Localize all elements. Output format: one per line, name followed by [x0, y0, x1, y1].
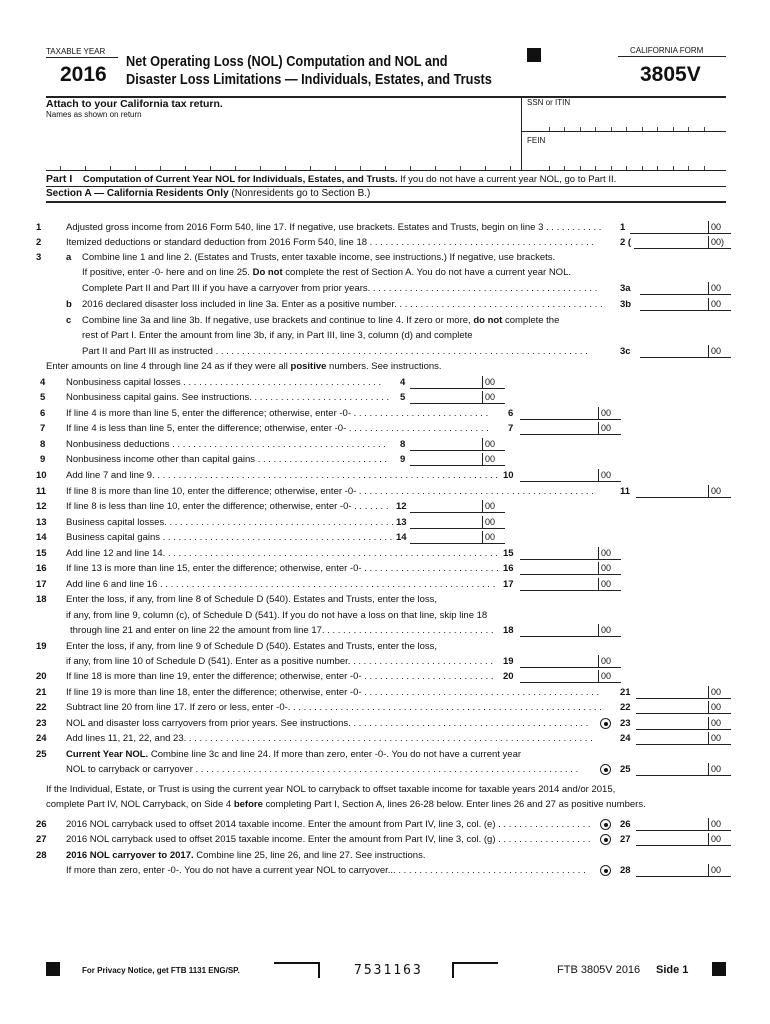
line-22-amount[interactable] [636, 701, 708, 714]
line-26-cents: 00 [708, 818, 731, 831]
line-text: Enter the loss, if any, from line 8 of Schedule D (540). Estates and Trusts, enter the loss, [66, 594, 438, 605]
footer-side: Side 1 [656, 964, 689, 976]
line-3a-cont [0, 266, 770, 279]
line-14-amount[interactable] [410, 531, 482, 544]
section-a-rest: (Nonresidents go to Section B.) [228, 188, 371, 199]
line-text: Add line 7 and line 9. . . . . . . . . . . . . . . . . . . . . . . . . . . . . . . . . . . . . . . . . . . . . . . . . . . . . . . . . . . . . . . . . . [66, 470, 498, 481]
line-10-cents: 00 [598, 469, 621, 482]
line-text: Combine line 3a and line 3b. If negative, use brackets and continue to line 4. If zero or more, do not complete the [82, 315, 560, 326]
names-field[interactable] [46, 110, 520, 130]
line-ref: 10 [503, 470, 514, 481]
line-13 [0, 516, 770, 529]
line-number: 2 [36, 237, 42, 248]
line-18-cont [0, 609, 770, 622]
form-title-line2: Disaster Loss Limitations — Individuals, Estates, and Trusts [126, 72, 492, 88]
footer-form-id: FTB 3805V 2016 [557, 964, 641, 976]
registration-mark [712, 962, 726, 976]
line-number: 5 [40, 392, 46, 403]
bullet-icon [600, 718, 611, 729]
line-text: NOL and disaster loss carryovers from prior years. See instructions. . . . . . . . . . . . . . . . . . . . . . . . . . . . . . . . . . . . . . . . . . . . . . [66, 718, 589, 729]
line-text: Itemized deductions or standard deduction from 2016 Form 540, line 18 . . . . . . . . . . . . . . . . . . . . . . . . . . . . . . . . . . . . . . . . . . . [66, 237, 594, 248]
line-17-cents: 00 [598, 578, 621, 591]
line-19-amount[interactable] [520, 655, 598, 668]
fein-label: FEIN [527, 136, 546, 145]
ssn-label: SSN or ITIN [527, 98, 571, 107]
line-25-amount[interactable] [636, 763, 708, 776]
line-number: 23 [36, 718, 47, 729]
line-number: 28 [36, 850, 47, 861]
line-number: 9 [40, 454, 46, 465]
tax-year: 2016 [60, 63, 107, 86]
line-17 [0, 578, 770, 591]
line-ref: 12 [396, 501, 407, 512]
line-3c [0, 314, 770, 327]
line-ref: 15 [503, 548, 514, 559]
line-text: If line 4 is more than line 5, enter the difference; otherwise, enter -0- . . . . . . . . . . . . . . . . . . . . . . . . . . [66, 408, 489, 419]
line-7-amount[interactable] [520, 422, 598, 435]
line-text: Current Year NOL. Combine line 3c and line 24. If more than zero, enter -0-. You do not have a current year [66, 749, 522, 760]
line-text: through line 21 and enter on line 22 the amount from line 17. . . . . . . . . . . . . . . . . . . . . . . . . . . . . . . . . [70, 625, 494, 636]
line-15-amount[interactable] [520, 547, 598, 560]
line-3c-cents: 00 [708, 345, 731, 358]
line-ref: 7 [508, 423, 514, 434]
line-18-cont2 [0, 624, 770, 637]
line-18 [0, 593, 770, 606]
line-3a [0, 251, 770, 264]
line-1-cents: 00 [708, 221, 731, 234]
line-sub: a [66, 252, 72, 263]
part1-title-rest: If you do not have a current year NOL, go to Part II. [397, 174, 617, 185]
line-ref: 19 [503, 656, 514, 667]
line-text: Add line 6 and line 16 . . . . . . . . . . . . . . . . . . . . . . . . . . . . . . . . . . . . . . . . . . . . . . . . . . . . . . . . . . . . . . . . [66, 579, 496, 590]
line-text: If line 13 is more than line 15, enter the difference; otherwise, enter -0- . . . . . . . . . . . . . . . . . . . . . . . . . . [66, 563, 499, 574]
bullet-icon [600, 834, 611, 845]
line-18-amount[interactable] [520, 624, 598, 637]
california-form-label: CALIFORNIA FORM [630, 46, 704, 55]
line-8-amount[interactable] [410, 438, 482, 451]
line-ref: 21 [620, 687, 631, 698]
line-ref: 2 ( [620, 237, 632, 248]
line-number: 11 [36, 486, 47, 497]
line-11-cents: 00 [708, 485, 731, 498]
line-ref: 11 [620, 486, 631, 497]
line-16-amount[interactable] [520, 562, 598, 575]
line-number: 18 [36, 594, 47, 605]
note-text: If the Individual, Estate, or Trust is using the current year NOL to carryback to offset taxable income for taxable years 2014 and/or 2015, [46, 784, 616, 795]
line-9-amount[interactable] [410, 453, 482, 466]
line-text: If line 8 is less than line 10, enter the difference; otherwise, enter -0- . . . . . . . [66, 501, 389, 512]
line-19-cents: 00 [598, 655, 621, 668]
line-4-cents: 00 [482, 376, 505, 389]
line-3c-cont [0, 329, 770, 342]
line-ref: 26 [620, 819, 631, 830]
line-number: 19 [36, 641, 47, 652]
line-9-cents: 00 [482, 453, 505, 466]
line-14-cents: 00 [482, 531, 505, 544]
line-number: 26 [36, 819, 47, 830]
line-2-cents: 00) [708, 236, 731, 249]
line-number: 12 [36, 501, 47, 512]
line-ref: 22 [620, 702, 631, 713]
part1-label: Part I [46, 173, 73, 185]
carryback-note-cont [0, 798, 770, 811]
line-text: If line 8 is more than line 10, enter the difference; otherwise, enter -0- . . . . . . . . . . . . . . . . . . . . . . . . . . . . . . . . . . . . . . . . . . . . . [66, 486, 594, 497]
line-4 [0, 376, 770, 389]
attach-instruction: Attach to your California tax return. [46, 98, 223, 110]
line-28 [0, 849, 770, 862]
line-number: 25 [36, 749, 47, 760]
line-6 [0, 407, 770, 420]
line-18-cents: 00 [598, 624, 621, 637]
line-text: 2016 declared disaster loss included in line 3a. Enter as a positive number. . . . . . . . . . . . . . . . . . . . . . . . . . . . . . . . . . . . . . . . [82, 299, 603, 310]
line-ref: 6 [508, 408, 514, 419]
line-23-amount[interactable] [636, 717, 708, 730]
line-20-amount[interactable] [520, 670, 598, 683]
privacy-notice: For Privacy Notice, get FTB 1131 ENG/SP. [82, 966, 240, 975]
line-16-cents: 00 [598, 562, 621, 575]
line-number: 27 [36, 834, 47, 845]
line-5 [0, 391, 770, 404]
line-15 [0, 547, 770, 560]
line-ref: 3a [620, 283, 631, 294]
line-ref: 27 [620, 834, 631, 845]
line-text: 2016 NOL carryback used to offset 2015 taxable income. Enter the amount from Part IV, line 3, col. (g) . . . . . . . . . . . . . . . . . . [66, 834, 591, 845]
form-number: 3805V [640, 63, 701, 86]
line-ref: 8 [400, 439, 406, 450]
line-ref: 9 [400, 454, 406, 465]
line-text: Add lines 11, 21, 22, and 23. . . . . . . . . . . . . . . . . . . . . . . . . . . . . . . . . . . . . . . . . . . . . . . . . . . . . . . . . . . . . . . . . . . . . . . . . . . . . . [66, 733, 593, 744]
part1-title: Computation of Current Year NOL for Individuals, Estates, and Trusts. [82, 174, 398, 185]
line-3a-cents: 00 [708, 282, 731, 295]
line-sub: c [66, 315, 72, 326]
line-number: 22 [36, 702, 47, 713]
line-text: If line 19 is more than line 18, enter the difference; otherwise, enter -0- . . . . . . . . . . . . . . . . . . . . . . . . . . . . . . . . . . . . . . . . . . . . . [66, 687, 600, 698]
line-3c-amount[interactable] [640, 345, 708, 358]
line-8-cents: 00 [482, 438, 505, 451]
line-8 [0, 438, 770, 451]
bullet-icon [600, 865, 611, 876]
line-12-cents: 00 [482, 500, 505, 513]
line-26-amount[interactable] [636, 818, 708, 831]
bullet-icon [600, 764, 611, 775]
line-20 [0, 670, 770, 683]
line-10 [0, 469, 770, 482]
form-title-line1: Net Operating Loss (NOL) Computation and NOL and [126, 54, 448, 70]
line-number: 15 [36, 548, 47, 559]
line-number: 1 [36, 222, 42, 233]
line-text: Part II and Part III as instructed . . . . . . . . . . . . . . . . . . . . . . . . . . . . . . . . . . . . . . . . . . . . . . . . . . . . . . . . . . . . . . . . . . . . . . . [82, 346, 588, 357]
corner-mark [452, 962, 498, 978]
line-13-cents: 00 [482, 516, 505, 529]
line-number: 14 [36, 532, 47, 543]
line-ref: 18 [503, 625, 514, 636]
line-25-cents: 00 [708, 763, 731, 776]
line-number: 17 [36, 579, 47, 590]
line-number: 8 [40, 439, 46, 450]
line-6-amount[interactable] [520, 407, 598, 420]
line-number: 16 [36, 563, 47, 574]
line-12 [0, 500, 770, 513]
line-number: 10 [36, 470, 47, 481]
line-ref: 28 [620, 865, 631, 876]
fein-field[interactable] [530, 146, 724, 164]
line-text: 2016 NOL carryover to 2017. Combine line 25, line 26, and line 27. See instructions. [66, 850, 426, 861]
line-14 [0, 531, 770, 544]
line-25 [0, 748, 770, 761]
line-16 [0, 562, 770, 575]
corner-mark [274, 962, 320, 978]
line-12-amount[interactable] [410, 500, 482, 513]
line-number: 13 [36, 517, 47, 528]
line-13-amount[interactable] [410, 516, 482, 529]
line-text: Add line 12 and line 14. . . . . . . . . . . . . . . . . . . . . . . . . . . . . . . . . . . . . . . . . . . . . . . . . . . . . . . . . . . . . . . . [66, 548, 498, 559]
line-17-amount[interactable] [520, 578, 598, 591]
line-text: if any, from line 9, column (c), of Schedule D (541). If you do not have a loss on that line, skip line 18 [66, 610, 488, 621]
bullet-icon [600, 819, 611, 830]
line-text: Business capital gains . . . . . . . . . . . . . . . . . . . . . . . . . . . . . . . . . . . . . . . . . . . . [66, 532, 393, 543]
line-21-cents: 00 [708, 686, 731, 699]
line-21-amount[interactable] [636, 686, 708, 699]
barcode-number: 7531163 [354, 963, 423, 978]
line-text: Complete Part II and Part III if you have a carryover from prior years. . . . . . . . . . . . . . . . . . . . . . . . . . . . . . . . . . . . . . . . . . . . [82, 283, 598, 294]
line-number: 21 [36, 687, 47, 698]
taxable-year-label: TAXABLE YEAR [46, 47, 106, 56]
line-text: Subtract line 20 from line 17. If zero or less, enter -0-. . . . . . . . . . . . . . . . . . . . . . . . . . . . . . . . . . . . . . . . . . . . . . . . . . . . . . . . . . . . [66, 702, 602, 713]
line-9 [0, 453, 770, 466]
line-ref: 16 [503, 563, 514, 574]
section-a-heading [46, 188, 370, 199]
line-ref: 3c [620, 346, 631, 357]
line-ref: 25 [620, 764, 631, 775]
line-23-cents: 00 [708, 717, 731, 730]
carryback-note [0, 783, 770, 796]
registration-mark [527, 48, 541, 62]
line-sub: b [66, 299, 72, 310]
line-24-amount[interactable] [636, 732, 708, 745]
line-text: NOL to carryback or carryover . . . . . . . . . . . . . . . . . . . . . . . . . . . . . . . . . . . . . . . . . . . . . . . . . . . . . . . . . . . . . . . . . . . . . . . . . [66, 764, 579, 775]
line-text: Combine line 1 and line 2. (Estates and Trusts, enter taxable income, see instructions.) If negative, use brackets. [82, 252, 556, 263]
line-text: Nonbusiness deductions . . . . . . . . . . . . . . . . . . . . . . . . . . . . . . . . . . . . . . . . . [66, 439, 386, 450]
line-text: Enter the loss, if any, from line 9 of Schedule D (540). Estates and Trusts, enter the loss, [66, 641, 438, 652]
note-text: Enter amounts on line 4 through line 24 as if they were all positive numbers. See instructions. [46, 361, 442, 372]
line-number: 20 [36, 671, 47, 682]
line-text: If line 4 is less than line 5, enter the difference; otherwise, enter -0- . . . . . . . . . . . . . . . . . . . . . . . . . . . [66, 423, 489, 434]
line-1-amount[interactable] [630, 221, 708, 234]
line-ref: 1 [620, 222, 626, 233]
line-text: Nonbusiness capital losses . . . . . . . . . . . . . . . . . . . . . . . . . . . . . . . . . . . . . . [66, 377, 382, 388]
line-number: 3 [36, 252, 42, 263]
line-ref: 24 [620, 733, 631, 744]
ssn-field[interactable] [530, 108, 724, 126]
line-19-cont [0, 655, 770, 668]
line-4-amount[interactable] [410, 376, 482, 389]
registration-mark [46, 962, 60, 976]
line-10-amount[interactable] [520, 469, 598, 482]
line-text: rest of Part I. Enter the amount from line 3b, if any, in Part III, line 3, column (d) and complete [82, 330, 473, 341]
line-19 [0, 640, 770, 653]
line-text: Adjusted gross income from 2016 Form 540, line 17. If negative, use brackets. Estates and Trusts, begin on line 3 . . . . . . . . . . . [66, 222, 602, 233]
line-7 [0, 422, 770, 435]
line-number: 4 [40, 377, 46, 388]
line-number: 7 [40, 423, 46, 434]
line-number: 24 [36, 733, 47, 744]
line-text: Business capital losses. . . . . . . . . . . . . . . . . . . . . . . . . . . . . . . . . . . . . . . . . . . . [66, 517, 394, 528]
line-6-cents: 00 [598, 407, 621, 420]
line-text: Nonbusiness income other than capital gains . . . . . . . . . . . . . . . . . . . . . . . . . [66, 454, 388, 465]
line-27-amount[interactable] [636, 833, 708, 846]
line-15-cents: 00 [598, 547, 621, 560]
line-27-cents: 00 [708, 833, 731, 846]
line-ref: 5 [400, 392, 406, 403]
line-2-amount[interactable] [634, 236, 708, 249]
line-5-amount[interactable] [410, 391, 482, 404]
section-a-label: Section A — California Residents Only [46, 188, 229, 199]
line-text: If line 18 is more than line 19, enter the difference; otherwise, enter -0- . . . . . . . . . . . . . . . . . . . . . . . . . [66, 671, 494, 682]
line-text: 2016 NOL carryback used to offset 2014 taxable income. Enter the amount from Part IV, line 3, col. (e) . . . . . . . . . . . . . . . . . . [66, 819, 591, 830]
line-ref: 14 [396, 532, 407, 543]
line-5-cents: 00 [482, 391, 505, 404]
line-24-cents: 00 [708, 732, 731, 745]
names-label: Names as shown on return [46, 110, 142, 119]
line-ref: 23 [620, 718, 631, 729]
line-20-cents: 00 [598, 670, 621, 683]
line-ref: 17 [503, 579, 514, 590]
line-ref: 20 [503, 671, 514, 682]
enter-amounts-note [0, 360, 770, 373]
line-3a-amount[interactable] [640, 282, 708, 295]
line-text: If more than zero, enter -0-. You do not have a current year NOL to carryover... . . . . . . . . . . . . . . . . . . . . . . . . . . . . . . . . . . . . [66, 865, 586, 876]
line-number: 6 [40, 408, 46, 419]
line-11-amount[interactable] [636, 485, 708, 498]
line-ref: 3b [620, 299, 632, 310]
line-3b-cents: 00 [708, 298, 731, 311]
line-text: If positive, enter -0- here and on line 25. Do not complete the rest of Section A. You do not have a current year NOL. [82, 267, 571, 278]
line-text: if any, from line 10 of Schedule D (541). Enter as a positive number. . . . . . . . . . . . . . . . . . . . . . . . . . . . [66, 656, 493, 667]
line-ref: 4 [400, 377, 406, 388]
line-3b-amount[interactable] [640, 298, 708, 311]
line-28-amount[interactable] [636, 864, 708, 877]
note-text: complete Part IV, NOL Carryback, on Side 4 before completing Part I, Section A, lines 26-28 below. Enter lines 26 and 27 as positive numbers. [46, 799, 646, 810]
line-7-cents: 00 [598, 422, 621, 435]
line-text: Nonbusiness capital gains. See instructions. . . . . . . . . . . . . . . . . . . . . . . . . . . [66, 392, 390, 403]
line-28-cents: 00 [708, 864, 731, 877]
line-ref: 13 [396, 517, 407, 528]
part1-heading [46, 173, 616, 185]
line-22-cents: 00 [708, 701, 731, 714]
